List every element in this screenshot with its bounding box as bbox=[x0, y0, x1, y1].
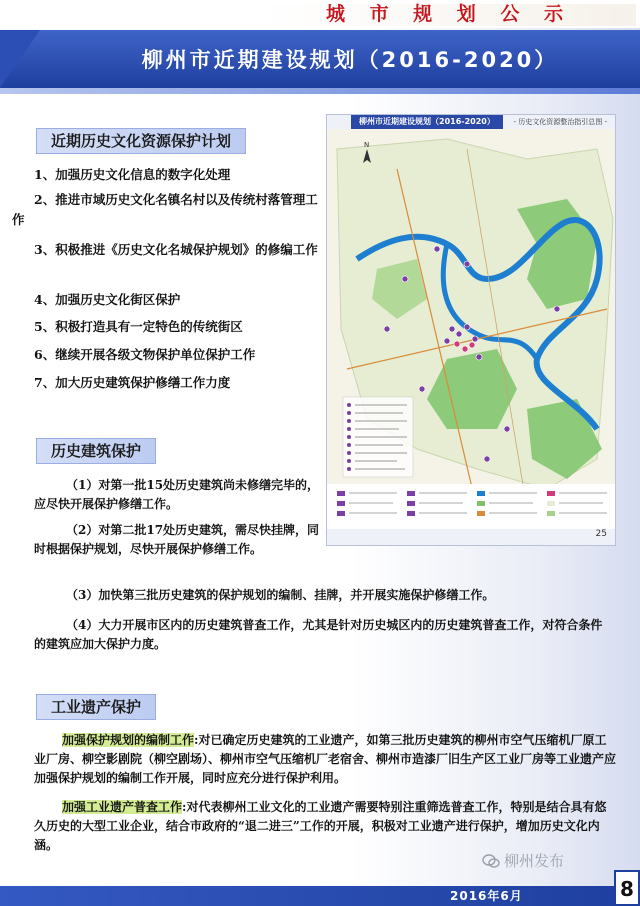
footer-bar bbox=[0, 886, 640, 906]
header-stripe bbox=[0, 88, 640, 94]
map-page-number: 25 bbox=[595, 529, 607, 539]
map-footer bbox=[327, 529, 615, 545]
header-decoration bbox=[0, 30, 40, 88]
paragraph: （3）加快第三批历史建筑的保护规划的编制、挂牌，并开展实施保护修缮工作。 bbox=[66, 588, 495, 602]
page-number: 8 bbox=[614, 870, 640, 906]
paragraph-text: :对已确定历史建筑的工业遗产，如第三批历史建筑的柳州市空气压缩机厂原工业厂房、柳空影剧院（柳空剧场）、柳州市空气压缩机厂老宿舍、柳州市造漆厂旧生产区工业厂房等工业遗产应加强保护规划的编制工作开展，同时应充分进行保护利用。 bbox=[34, 733, 617, 785]
header-top-title: 城 市 规 划 公 示 bbox=[325, 3, 573, 25]
list-item: 6、继续开展各级文物保护单位保护工作 bbox=[34, 347, 256, 362]
planning-map bbox=[326, 114, 616, 546]
watermark: 柳州发布 bbox=[504, 852, 565, 870]
paragraph-text: :对代表柳州工业文化的工业遗产需要特别注重筛选普查工作，特别是结合具有悠久历史的大型工业企业，结合市政府的“退二进三”工作的开展，积极对工业遗产进行保护，增加历史文化内涵。 bbox=[34, 800, 607, 852]
map-graphic bbox=[327, 129, 615, 529]
highlight-label: 加强保护规划的编制工作 bbox=[62, 733, 195, 747]
list-item: 3、积极推进《历史文化名城保护规划》的修编工作 bbox=[34, 242, 318, 257]
paragraph bbox=[34, 798, 618, 855]
highlight-label: 加强工业遗产普查工作 bbox=[62, 800, 183, 814]
section-title-industrial-heritage: 工业遗产保护 bbox=[36, 694, 156, 720]
map-legend-strip bbox=[327, 484, 615, 529]
list-item: 4、加强历史文化街区保护 bbox=[34, 292, 181, 307]
list-item: 7、加大历史建筑保护修缮工作力度 bbox=[34, 375, 231, 390]
paragraph: （2）对第二批17处历史建筑，需尽快挂牌，同时根据保护规划，尽快开展保护修缮工作。 bbox=[34, 523, 320, 556]
svg-text:N: N bbox=[364, 141, 370, 149]
list-item: 1、加强历史文化信息的数字化处理 bbox=[34, 167, 231, 182]
paragraph: （1）对第一批15处历史建筑尚未修缮完毕的，应尽快开展保护修缮工作。 bbox=[34, 478, 320, 511]
paragraph: （4）大力开展市区内的历史建筑普查工作，尤其是针对历史城区内的历史建筑普查工作，对符合条件的建筑应加大保护力度。 bbox=[34, 618, 603, 651]
map-subtitle: - 历史文化资源整治指引总图 - bbox=[513, 118, 607, 126]
page-title: 柳州市近期建设规划（2016-2020） bbox=[141, 48, 559, 72]
list-item: 2、推进市域历史文化名镇名村以及传统村落管理工作 bbox=[12, 192, 318, 227]
footer-date: 2016年6月 bbox=[450, 889, 523, 903]
list-item: 5、积极打造具有一定特色的传统街区 bbox=[34, 319, 243, 334]
map-title: 柳州市近期建设规划（2016-2020） bbox=[351, 115, 503, 129]
section-title-historic-buildings: 历史建筑保护 bbox=[36, 438, 156, 464]
section-title-heritage-plan: 近期历史文化资源保护计划 bbox=[36, 128, 246, 154]
paragraph bbox=[34, 731, 618, 788]
wechat-icon bbox=[482, 852, 500, 870]
